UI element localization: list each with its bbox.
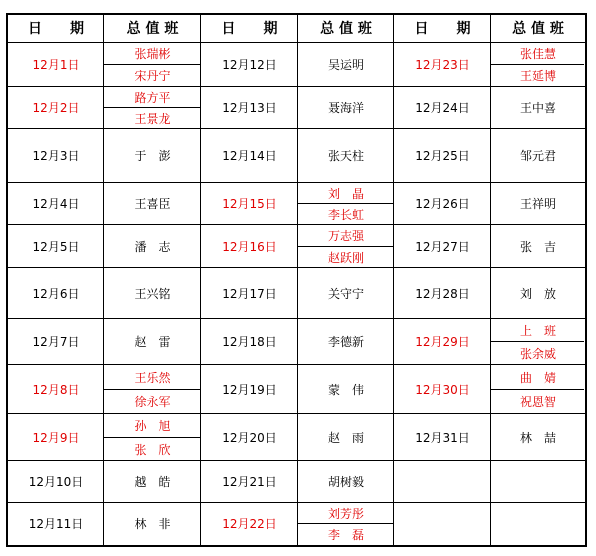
duty-name: 张余威 bbox=[519, 346, 556, 361]
date-cell: 12月17日 bbox=[222, 286, 277, 301]
header-cell: 日 期 bbox=[221, 21, 278, 37]
date-cell: 12月23日 bbox=[415, 58, 470, 72]
date-cell: 12月15日 bbox=[222, 197, 277, 211]
header-cell: 总 值 班 bbox=[126, 21, 179, 37]
duty-name: 徐永军 bbox=[134, 395, 171, 409]
duty-name: 李长虹 bbox=[327, 207, 364, 222]
duty-name: 王延博 bbox=[519, 69, 556, 83]
duty-name: 刘 放 bbox=[519, 286, 556, 301]
grid-line bbox=[298, 246, 393, 247]
duty-name: 张 吉 bbox=[519, 239, 556, 254]
duty-name: 关守宁 bbox=[327, 286, 364, 301]
duty-name: 孙 旭 bbox=[134, 419, 171, 433]
date-cell: 12月26日 bbox=[415, 197, 470, 211]
date-cell: 12月9日 bbox=[32, 430, 80, 445]
duty-name: 越 皓 bbox=[134, 475, 171, 489]
duty-name: 林 非 bbox=[134, 517, 171, 531]
duty-name: 赵 雷 bbox=[134, 335, 171, 349]
duty-name: 潘 志 bbox=[134, 239, 171, 254]
duty-name: 王乐然 bbox=[134, 370, 171, 385]
date-cell: 12月8日 bbox=[32, 382, 80, 397]
duty-name: 王景龙 bbox=[134, 111, 171, 126]
header-cell: 日 期 bbox=[414, 21, 471, 37]
duty-name: 刘芳彤 bbox=[327, 506, 364, 521]
date-cell bbox=[394, 503, 491, 545]
date-cell: 12月30日 bbox=[415, 382, 470, 397]
duty-name: 万志强 bbox=[327, 229, 364, 243]
duty-name: 上 班 bbox=[519, 323, 556, 338]
duty-name: 路方平 bbox=[134, 90, 171, 105]
header-cell: 日 期 bbox=[28, 21, 84, 37]
duty-name: 刘 晶 bbox=[327, 186, 364, 201]
grid-line bbox=[491, 64, 584, 65]
duty-name: 吴运明 bbox=[327, 58, 364, 72]
date-cell: 12月10日 bbox=[28, 475, 84, 489]
header-cell: 总 值 班 bbox=[320, 21, 372, 37]
duty-name: 王兴铭 bbox=[134, 286, 171, 301]
duty-name: 王中喜 bbox=[519, 101, 556, 115]
duty-name: 张天柱 bbox=[327, 149, 364, 163]
grid-line bbox=[104, 107, 200, 108]
date-cell: 12月5日 bbox=[32, 239, 80, 254]
date-cell: 12月11日 bbox=[28, 517, 84, 531]
date-cell: 12月20日 bbox=[222, 430, 277, 445]
duty-name: 聂海洋 bbox=[327, 101, 364, 115]
duty-name: 张佳慧 bbox=[519, 47, 556, 61]
duty-name: 王祥明 bbox=[519, 197, 556, 211]
date-cell: 12月24日 bbox=[415, 101, 470, 115]
grid-line bbox=[104, 389, 200, 390]
duty-roster-table bbox=[6, 13, 587, 547]
grid-line bbox=[104, 64, 200, 65]
date-cell: 12月7日 bbox=[32, 335, 80, 349]
date-cell: 12月21日 bbox=[222, 475, 277, 489]
date-cell: 12月22日 bbox=[222, 517, 277, 531]
duty-name: 林 喆 bbox=[519, 430, 556, 445]
duty-name: 胡树毅 bbox=[327, 475, 364, 489]
duty-name: 祝恩智 bbox=[519, 395, 556, 409]
duty-name: 曲 婧 bbox=[519, 370, 556, 385]
date-cell: 12月13日 bbox=[222, 101, 277, 115]
duty-name: 宋丹宁 bbox=[134, 69, 171, 83]
duty-name: 赵跃刚 bbox=[327, 250, 364, 265]
duty-name: 张瑞彬 bbox=[134, 47, 171, 61]
duty-name: 赵 雨 bbox=[327, 430, 364, 445]
date-cell: 12月4日 bbox=[32, 197, 80, 211]
date-cell: 12月12日 bbox=[222, 58, 277, 72]
duty-name: 李 磊 bbox=[327, 527, 364, 542]
date-cell: 12月16日 bbox=[222, 239, 277, 254]
duty-name: 张 欣 bbox=[134, 442, 171, 457]
duty-name: 蒙 伟 bbox=[327, 382, 364, 397]
date-cell: 12月2日 bbox=[32, 101, 80, 115]
duty-name: 邹元君 bbox=[519, 149, 556, 163]
grid-line bbox=[298, 523, 393, 524]
duty-name: 王喜臣 bbox=[134, 197, 171, 211]
grid-line bbox=[104, 437, 200, 438]
duty-name: 李德新 bbox=[327, 335, 364, 349]
date-cell: 12月1日 bbox=[32, 58, 80, 72]
date-cell: 12月27日 bbox=[415, 239, 470, 254]
grid-line bbox=[298, 203, 393, 204]
date-cell: 12月14日 bbox=[222, 149, 277, 163]
date-cell: 12月25日 bbox=[415, 149, 470, 163]
date-cell: 12月28日 bbox=[415, 286, 470, 301]
date-cell: 12月29日 bbox=[415, 335, 470, 349]
header-cell: 总 值 班 bbox=[512, 21, 564, 37]
date-cell: 12月3日 bbox=[32, 149, 80, 163]
date-cell: 12月6日 bbox=[32, 286, 80, 301]
date-cell: 12月19日 bbox=[222, 382, 277, 397]
date-cell: 12月31日 bbox=[415, 430, 470, 445]
grid-line bbox=[491, 341, 584, 342]
grid-line bbox=[491, 389, 584, 390]
date-cell bbox=[394, 461, 491, 503]
duty-name: 于 澎 bbox=[134, 149, 171, 163]
date-cell: 12月18日 bbox=[222, 335, 277, 349]
